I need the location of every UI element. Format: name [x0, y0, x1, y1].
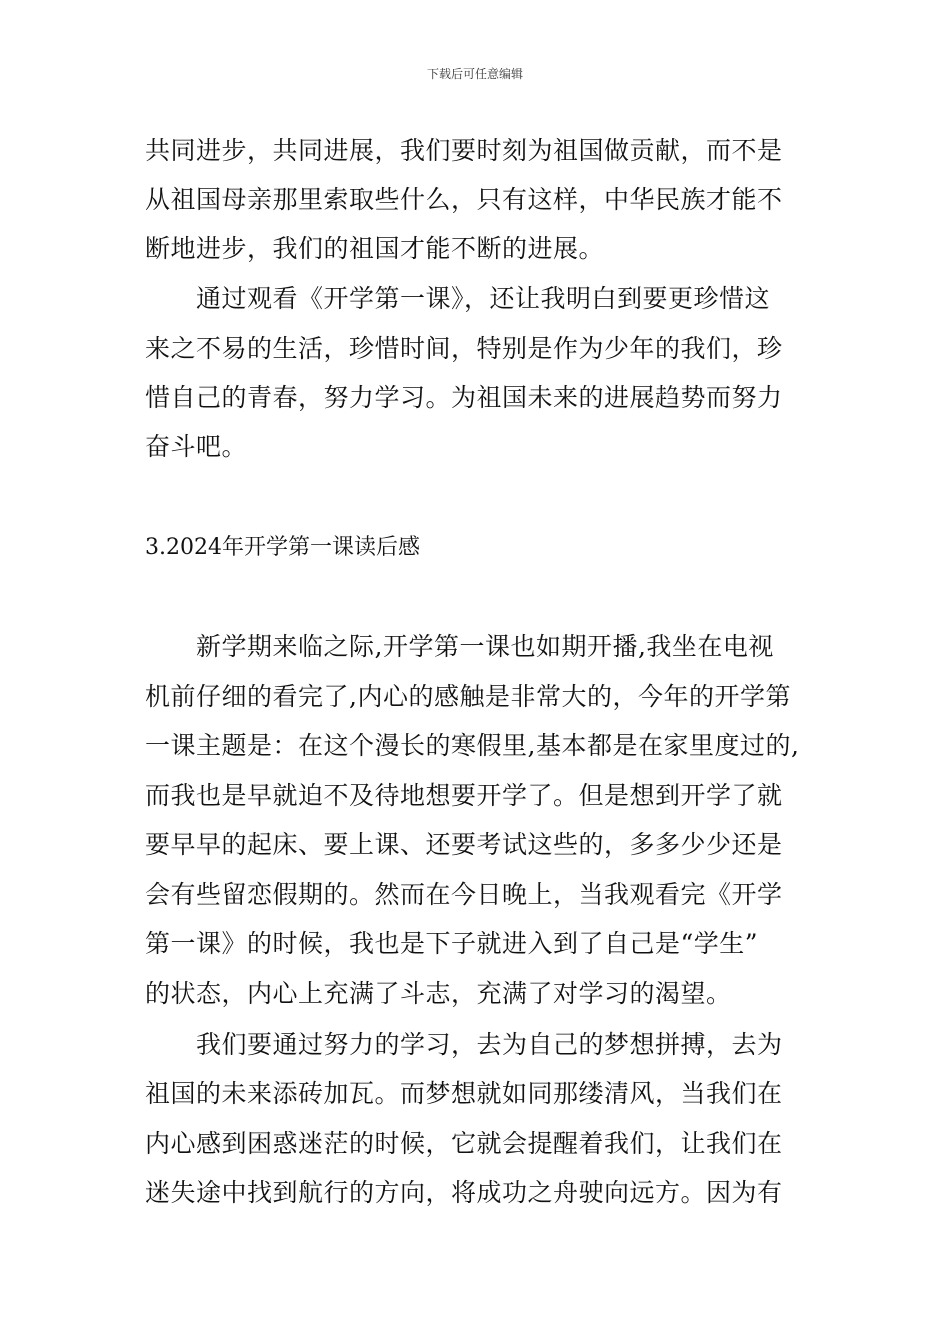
page-header: 下载后可任意编辑 [426, 67, 523, 81]
paragraph-line: 我们要通过努力的学习，去为自己的梦想拼搏，去为 [145, 1030, 783, 1059]
paragraph-line: 要早早的起床、要上课、还要考试这些的，多多少少还是 [145, 830, 783, 859]
paragraph-line: 断地进步，我们的祖国才能不断的进展。 [145, 234, 605, 263]
paragraph-line: 从祖国母亲那里索取些什么，只有这样，中华民族才能不 [145, 185, 783, 214]
paragraph-line: 奋斗吧。 [145, 432, 248, 461]
paragraph-line: 的状态，内心上充满了斗志，充满了对学习的渴望。 [145, 979, 732, 1008]
paragraph-line: 会有些留恋假期的。然而在今日晚上，当我观看完《开学 [145, 880, 783, 909]
paragraph-line: 共同进步，共同进展，我们要时刻为祖国做贡献，而不是 [145, 136, 783, 165]
paragraph-line: 新学期来临之际,开学第一课也如期开播,我坐在电视 [145, 632, 774, 661]
paragraph-line: 惜自己的青春，努力学习。为祖国未来的进展趋势而努力 [145, 383, 783, 412]
paragraph-line: 机前仔细的看完了,内心的感触是非常大的，今年的开学第 [145, 682, 791, 711]
paragraph-line: 而我也是早就迫不及待地想要开学了。但是想到开学了就 [145, 781, 783, 810]
paragraph-line: 通过观看《开学第一课》，还让我明白到要更珍惜这 [145, 284, 771, 313]
section-heading: 3.2024年开学第一课读后感 [145, 535, 420, 560]
paragraph-line: 一课主题是：在这个漫长的寒假里,基本都是在家里度过的, [145, 731, 800, 760]
paragraph-line: 内心感到困惑迷茫的时候，它就会提醒着我们，让我们在 [145, 1129, 783, 1158]
paragraph-line: 祖国的未来添砖加瓦。而梦想就如同那缕清风，当我们在 [145, 1079, 783, 1108]
paragraph-line: 第一课》的时候，我也是下子就进入到了自己是“学生” [145, 929, 759, 958]
paragraph-line: 来之不易的生活，珍惜时间，特别是作为少年的我们，珍 [145, 334, 783, 363]
paragraph-line: 迷失途中找到航行的方向，将成功之舟驶向远方。因为有 [145, 1178, 783, 1207]
